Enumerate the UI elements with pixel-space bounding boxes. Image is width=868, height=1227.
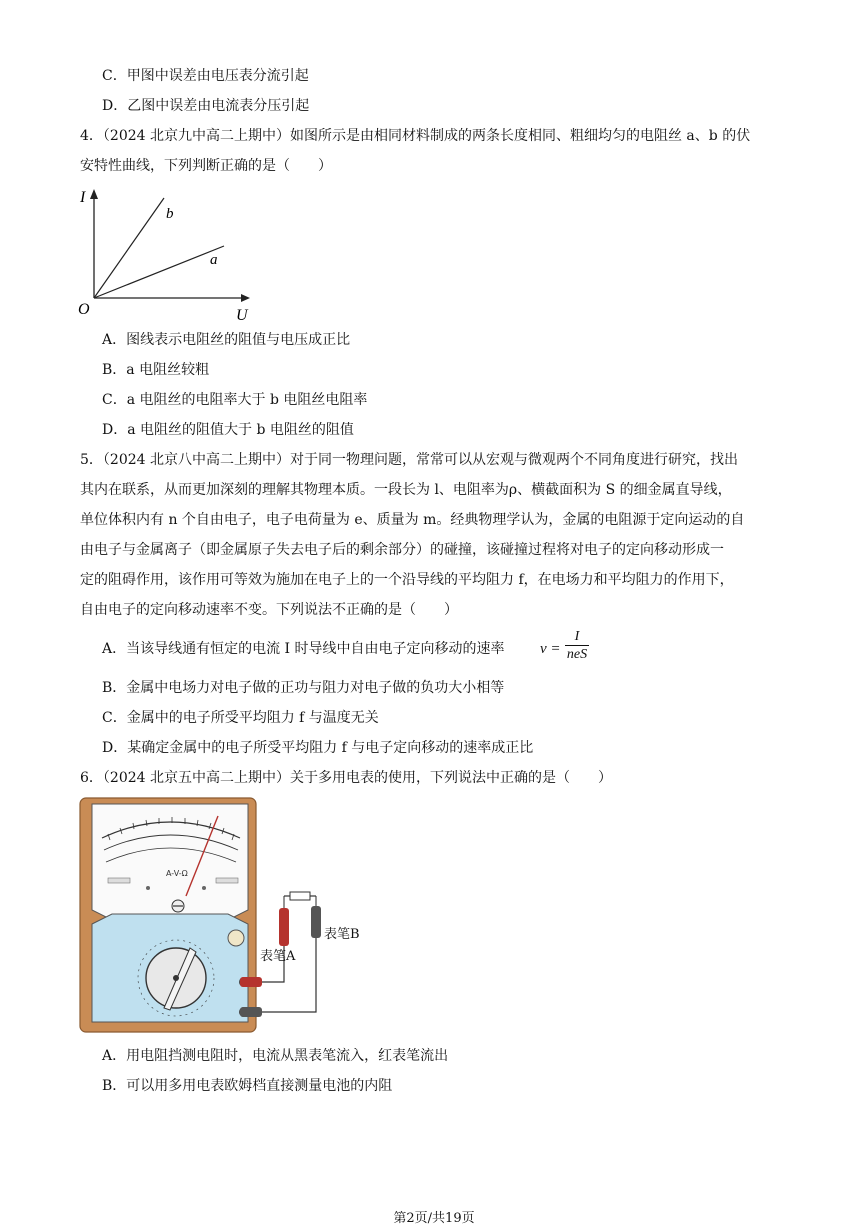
q5-formula-lhs: v = <box>540 641 561 657</box>
q4-option-c: C．a 电阻丝的电阻率大于 b 电阻丝电阻率 <box>102 392 368 408</box>
q5-formula-den: neS <box>566 647 588 662</box>
probe-b <box>311 906 321 938</box>
q4-option-b: B．a 电阻丝较粗 <box>102 362 210 378</box>
q5-option-b: B．金属中电场力对电子做的正功与阻力对电子做的负功大小相等 <box>102 680 505 696</box>
i-axis-arrow <box>90 189 98 199</box>
screw-right <box>202 886 206 890</box>
mirror-strip-left <box>108 878 130 883</box>
mirror-strip-right <box>216 878 238 883</box>
q6-option-b: B．可以用多用电表欧姆档直接测量电池的内阻 <box>102 1078 393 1094</box>
iu-graph <box>76 184 256 324</box>
q5-line-6: 自由电子的定向移动速率不变。下列说法不正确的是（ ） <box>80 602 458 618</box>
q5-line-5: 定的阻碍作用，该作用可等效为施加在电子上的一个沿导线的平均阻力 f，在电场力和平均阻力的作用下， <box>80 572 734 588</box>
q6-stem: 6．（2024 北京五中高二上期中）关于多用电表的使用，下列说法中正确的是（ ） <box>80 770 612 786</box>
q5-line-4: 由电子与金属离子（即金属原子失去电子后的剩余部分）的碰撞，该碰撞过程将对电子的定向移动形成一 <box>80 542 724 558</box>
resistor <box>290 892 310 900</box>
q5-line-2: 其内在联系，从而更加深刻的理解其物理本质。一段长为 l、电阻率为ρ、横截面积为 S 的细金属直导线， <box>80 482 732 498</box>
q5-option-d: D．某确定金属中的电子所受平均阻力 f 与电子定向移动的速率成正比 <box>102 740 534 756</box>
probe-b-label: 表笔B <box>324 927 360 942</box>
q5-line-3: 单位体积内有 n 个自由电子，电子电荷量为 e、质量为 m。经典物理学认为，金属的电阻源于定向运动的自 <box>80 512 745 528</box>
q4-option-d: D．a 电阻丝的阻值大于 b 电阻丝的阻值 <box>102 422 354 438</box>
q6-option-a: A．用电阻挡测电阻时，电流从黑表笔流入，红表笔流出 <box>102 1048 449 1064</box>
q5-option-a: A．当该导线通有恒定的电流 I 时导线中自由电子定向移动的速率 <box>102 641 505 657</box>
line-b <box>94 198 164 298</box>
u-axis-arrow <box>241 294 250 302</box>
q4-option-a: A．图线表示电阻丝的阻值与电压成正比 <box>102 332 351 348</box>
u-axis-label: U <box>236 307 248 324</box>
multimeter-figure <box>78 796 378 1036</box>
q5-line-1: 5．（2024 北京八中高二上期中）对于同一物理问题，常常可以从宏观与微观两个不同角度进行研究，找出 <box>80 452 738 468</box>
q3-option-d: D．乙图中误差由电流表分压引起 <box>102 98 310 114</box>
probe-a <box>279 908 289 946</box>
i-axis-label: I <box>80 189 86 206</box>
q3-option-c: C．甲图中误差由电压表分流引起 <box>102 68 309 84</box>
line-a-label: a <box>210 252 218 268</box>
line-b-label: b <box>166 206 174 222</box>
q4-stem-line2: 安特性曲线，下列判断正确的是（ ） <box>80 158 332 174</box>
page-footer: 第2页/共19页 <box>393 1211 475 1226</box>
red-plug <box>240 977 262 987</box>
q5-formula-num: I <box>574 629 580 644</box>
q5-option-c: C．金属中的电子所受平均阻力 f 与温度无关 <box>102 710 379 726</box>
dial-label: A-V-Ω <box>166 869 188 878</box>
screw-left <box>146 886 150 890</box>
line-a <box>94 246 224 298</box>
q5-formula-fraction <box>565 628 589 664</box>
black-plug <box>240 1007 262 1017</box>
probe-a-label: 表笔A <box>260 949 296 964</box>
q4-stem-line1: 4．（2024 北京九中高二上期中）如图所示是由相同材料制成的两条长度相同、粗细均匀的电阻丝 a、b 的伏 <box>80 128 751 144</box>
origin-label: O <box>78 301 90 318</box>
ohm-adjust-knob <box>228 930 244 946</box>
